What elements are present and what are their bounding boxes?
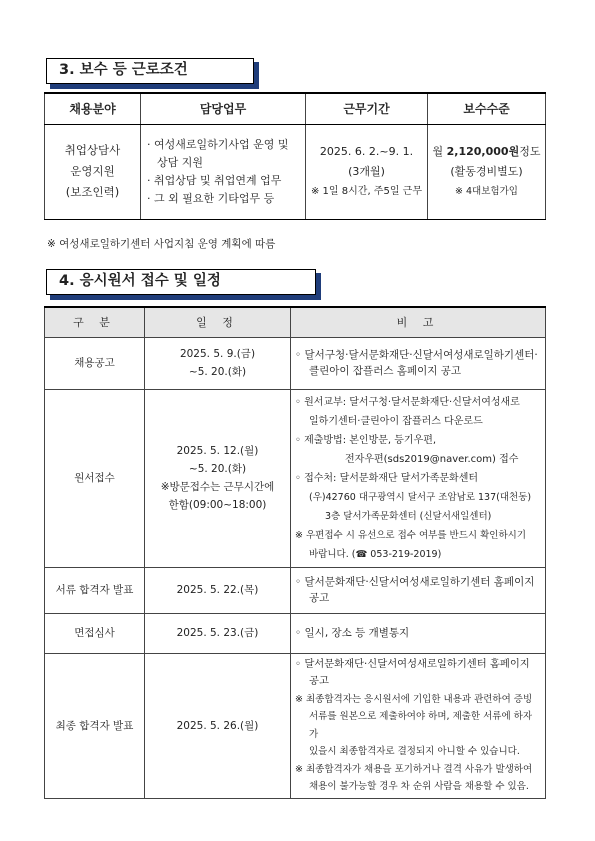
header-remarks: 비 고 [291, 307, 546, 337]
table-row: 면접심사 2025. 5. 23.(금) ◦ 일시, 장소 등 개별통지 [45, 613, 546, 653]
table-row: 채용공고 2025. 5. 9.(금) ~5. 20.(화) ◦ 달서구청·달서문화재단·신달서여성새로일하기센터· 클린아이 잡플러스 홈페이지 공고 [45, 337, 546, 389]
period-cell: 2025. 6. 2.~9. 1. (3개월) ※ 1일 8시간, 주5일 근무 [306, 124, 428, 219]
header-category: 구 분 [45, 307, 145, 337]
section-4-title [46, 269, 316, 295]
compensation-table [44, 92, 546, 220]
table-row: 원서접수 2025. 5. 12.(월) ~5. 20.(화) ※방문접수는 근무시간에 한함(09:00~18:00) ◦ 원서교부: 달서구청·달서문화재단·신달서여성새로 일하기센터·클린아이 잡플러스 다운로드 ◦ 제출방법: 본인방문, 등기우편, 전자우편(sds2019@naver.com) 접수 ◦ 접수처: 달서문화재단 달서가족문화센터 (우)42760 대구광역시 달서구 조암남로 137(대천동) 3층 달서가족문화센터 (신달서새일센터) ※ 우편접수 시 유선으로 접수 여부를 반드시 확인하시기 바랍니다. (☎ 053-219-2019) [45, 389, 546, 567]
section-4-title-text: 4. 응시원서 접수 및 일정 [59, 273, 221, 289]
table-row: 최종 합격자 발표 2025. 5. 26.(월) ◦ 달서문화재단·신달서여성새로일하기센터 홈페이지 공고 ※ 최종합격자는 응시원서에 기입한 내용과 관련하여 증빙 서류를 원본으로 제출하여야 하며, 제출한 서류에 하자가 있을시 최종합격자로 결정되지 아니할 수 있습니다. ※ 최종합격자가 채용을 포기하거나 결격 사유가 발생하여 채용이 불가능할 경우 차 순위 사람을 채용할 수 있음. [45, 653, 546, 798]
header-period: 근무기간 [306, 93, 428, 124]
pay-cell: 월 2,120,000원정도 (활동경비별도) ※ 4대보험가입 [428, 124, 546, 219]
header-schedule: 일 정 [145, 307, 291, 337]
section-3-title-text: 3. 보수 등 근로조건 [59, 62, 188, 78]
field-cell: 취업상담사 운영지원 (보조인력) [45, 124, 141, 219]
header-duties: 담당업무 [141, 93, 306, 124]
section-3-title [46, 58, 254, 84]
table-row: 서류 합격자 발표 2025. 5. 22.(목) ◦ 달서문화재단·신달서여성새로일하기센터 홈페이지 공고 [45, 567, 546, 613]
header-pay: 보수수준 [428, 93, 546, 124]
footnote: ※ 여성새로일하기센터 사업지침 운영 계획에 따름 [47, 238, 276, 250]
header-field: 채용분야 [45, 93, 141, 124]
duties-cell: · 여성새로일하기사업 운영 및 상담 지원 · 취업상담 및 취업연계 업무 · 그 외 필요한 기타업무 등 [141, 124, 306, 219]
schedule-table [44, 306, 546, 799]
